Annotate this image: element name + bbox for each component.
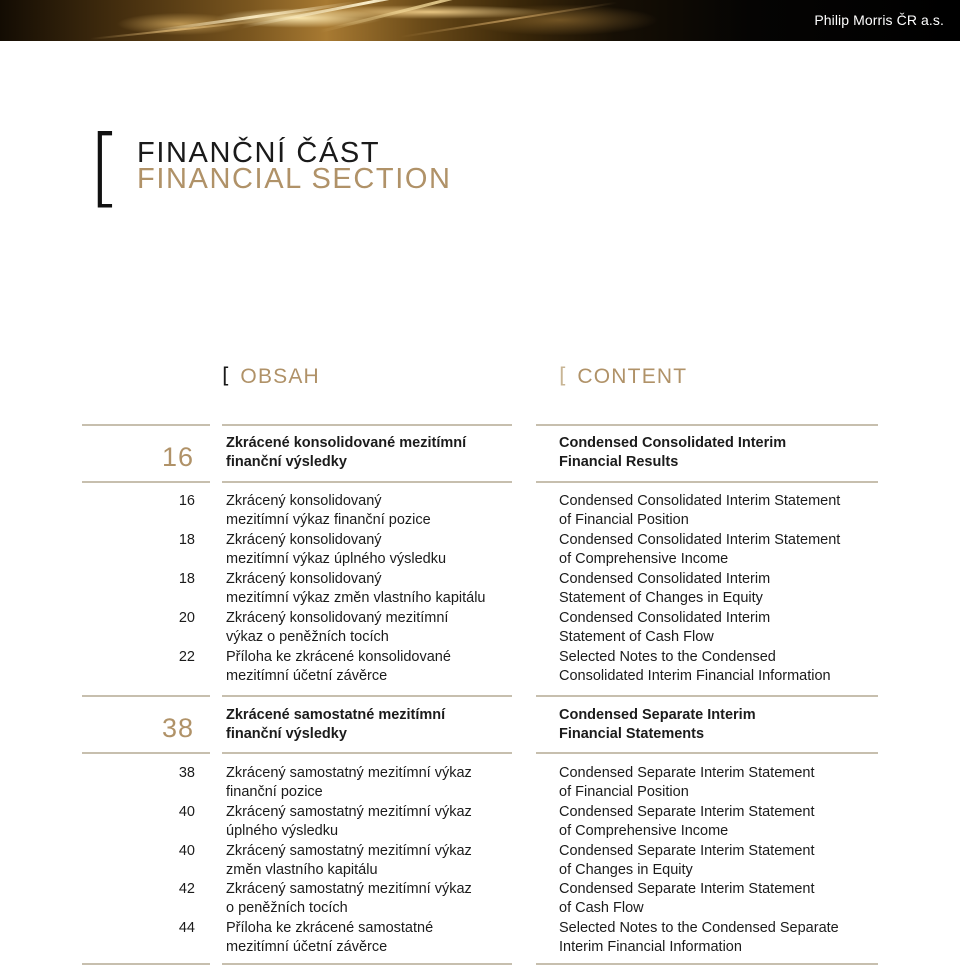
entry-page-number: 22 (178, 649, 195, 665)
entry-title-cz: Zkrácený konsolidovaný mezitímní výkaz změn vlastního kapitálu (226, 571, 486, 607)
group-page-number: 38 (161, 713, 194, 743)
entry-page-number: 40 (178, 804, 195, 820)
entry-title-en: Selected Notes to the Condensed Consolidated Interim Financial Information (559, 649, 831, 685)
table-rule (82, 424, 210, 426)
table-rule (536, 963, 878, 965)
column-heading-cz: [ OBSAH (222, 364, 320, 388)
entry-title-cz: Příloha ke zkrácené konsolidované mezitímní účetní závěrce (226, 649, 451, 685)
entry-title-en: Condensed Consolidated Interim Statement of Cash Flow (559, 610, 771, 646)
entry-title-en: Condensed Consolidated Interim Statement of Comprehensive Income (559, 532, 841, 568)
light-streak (90, 19, 269, 40)
entry-page-number: 42 (178, 881, 195, 897)
table-rule (82, 481, 210, 483)
entry-page-number: 16 (178, 493, 195, 509)
section-title-cz: FINANČNÍ ČÁST (137, 137, 381, 169)
entry-title-en: Condensed Separate Interim Statement of Changes in Equity (559, 843, 815, 879)
section-title-en: FINANCIAL SECTION (137, 163, 452, 195)
table-rule (82, 963, 210, 965)
table-rule (222, 752, 512, 754)
group-title-cz: Zkrácené konsolidované mezitímní finanční výsledky (226, 435, 467, 471)
table-rule (82, 695, 210, 697)
table-rule (536, 695, 878, 697)
entry-page-number: 18 (178, 571, 195, 587)
table-rule (536, 481, 878, 483)
entry-title-en: Condensed Separate Interim Statement of Cash Flow (559, 881, 815, 917)
entry-page-number: 40 (178, 843, 195, 859)
entry-title-cz: Zkrácený konsolidovaný mezitímní výkaz finanční pozice (226, 493, 431, 529)
entry-title-cz: Zkrácený samostatný mezitímní výkaz o peněžních tocích (226, 881, 472, 917)
entry-title-cz: Příloha ke zkrácené samostatné mezitímní účetní závěrce (226, 920, 434, 956)
entry-title-cz: Zkrácený samostatný mezitímní výkaz finanční pozice (226, 765, 472, 801)
entry-title-en: Selected Notes to the Condensed Separate Interim Financial Information (559, 920, 839, 956)
light-streak (400, 2, 618, 38)
group-title-en: Condensed Separate Interim Financial Statements (559, 707, 756, 743)
column-heading-en: [ CONTENT (559, 364, 688, 388)
table-rule (536, 424, 878, 426)
entry-page-number: 38 (178, 765, 195, 781)
group-page-number: 16 (161, 442, 194, 472)
table-rule (222, 481, 512, 483)
entry-title-cz: Zkrácený konsolidovaný mezitímní výkaz úplného výsledku (226, 532, 447, 568)
entry-page-number: 18 (178, 532, 195, 548)
header-banner (0, 0, 960, 41)
entry-title-cz: Zkrácený konsolidovaný mezitímní výkaz o peněžních tocích (226, 610, 449, 646)
table-rule (536, 752, 878, 754)
entry-title-en: Condensed Separate Interim Statement of Comprehensive Income (559, 804, 815, 840)
entry-title-en: Condensed Consolidated Interim Statement of Financial Position (559, 493, 841, 529)
entry-title-en: Condensed Consolidated Interim Statement of Changes in Equity (559, 571, 771, 607)
table-rule (222, 424, 512, 426)
entry-title-cz: Zkrácený samostatný mezitímní výkaz úplného výsledku (226, 804, 472, 840)
table-rule (222, 963, 512, 965)
company-name: Philip Morris ČR a.s. (814, 12, 944, 28)
entry-page-number: 44 (178, 920, 195, 936)
table-rule (222, 695, 512, 697)
entry-title-en: Condensed Separate Interim Statement of Financial Position (559, 765, 815, 801)
group-title-cz: Zkrácené samostatné mezitímní finanční výsledky (226, 707, 446, 743)
table-rule (82, 752, 210, 754)
group-title-en: Condensed Consolidated Interim Financial Results (559, 435, 787, 471)
entry-page-number: 20 (178, 610, 195, 626)
entry-title-cz: Zkrácený samostatný mezitímní výkaz změn vlastního kapitálu (226, 843, 472, 879)
section-bracket: [ (88, 117, 122, 217)
